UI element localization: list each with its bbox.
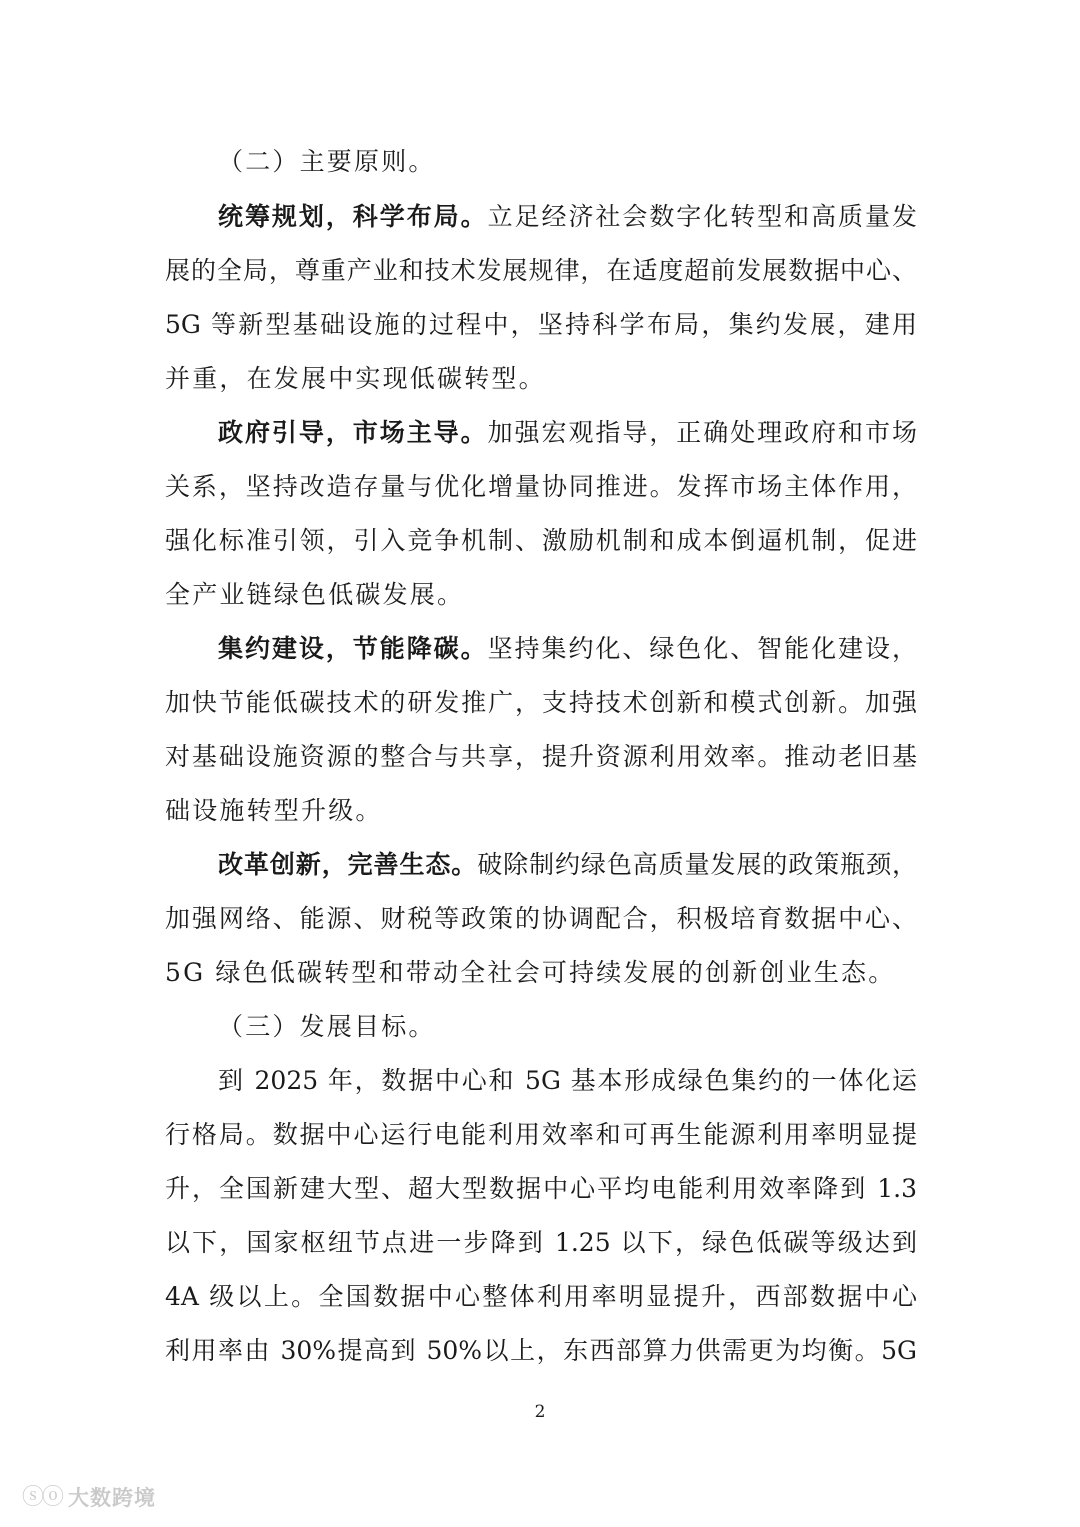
paragraph-line: 关系，坚持改造存量与优化增量协同推进。发挥市场主体作用，	[165, 472, 917, 501]
paragraph-line: 4A 级以上。全国数据中心整体利用率明显提升，西部数据中心	[165, 1282, 917, 1311]
paragraph-line: 行格局。数据中心运行电能利用效率和可再生能源利用率明显提	[165, 1120, 917, 1149]
paragraph-lead: 政府引导，市场主导。	[218, 418, 488, 447]
watermark	[22, 1485, 156, 1511]
paragraph-line: 并重，在发展中实现低碳转型。	[165, 364, 546, 393]
paragraph-line: 5G 等新型基础设施的过程中，坚持科学布局，集约发展，建用	[165, 310, 917, 339]
section-heading-principles: （二）主要原则。	[218, 147, 436, 176]
paragraph-line: 加快节能低碳技术的研发推广，支持技术创新和模式创新。加强	[165, 688, 917, 717]
paragraph-line: 全产业链绿色低碳发展。	[165, 580, 465, 609]
paragraph-line: 改革创新，完善生态。破除制约绿色高质量发展的政策瓶颈，	[218, 850, 917, 879]
paragraph-line: 对基础设施资源的整合与共享，提升资源利用效率。推动老旧基	[165, 742, 917, 771]
paragraph-line: 集约建设，节能降碳。坚持集约化、绿色化、智能化建设，	[218, 634, 917, 663]
section-heading-goals: （三）发展目标。	[218, 1012, 436, 1041]
paragraph-line: 加强网络、能源、财税等政策的协调配合，积极培育数据中心、	[165, 904, 917, 933]
paragraph-line: 展的全局，尊重产业和技术发展规律，在适度超前发展数据中心、	[165, 256, 917, 285]
paragraph-line: 政府引导，市场主导。加强宏观指导，正确处理政府和市场	[218, 418, 917, 447]
paragraph-line: 利用率由 30%提高到 50%以上，东西部算力供需更为均衡。5G	[165, 1336, 917, 1365]
paragraph-line: 统筹规划，科学布局。立足经济社会数字化转型和高质量发	[218, 202, 917, 231]
page-number: 2	[534, 1402, 546, 1422]
paragraph-lead: 统筹规划，科学布局。	[218, 202, 488, 231]
paragraph-line: 础设施转型升级。	[165, 796, 383, 825]
watermark-logo-icon: ⓢⓞ	[22, 1485, 63, 1510]
paragraph-lead: 改革创新，完善生态。	[218, 850, 478, 879]
paragraph-line: 升，全国新建大型、超大型数据中心平均电能利用效率降到 1.3	[165, 1174, 917, 1203]
paragraph-line: 5G 绿色低碳转型和带动全社会可持续发展的创新创业生态。	[165, 958, 896, 987]
paragraph-line: 到 2025 年，数据中心和 5G 基本形成绿色集约的一体化运	[218, 1066, 917, 1095]
paragraph-lead: 集约建设，节能降碳。	[218, 634, 488, 663]
paragraph-line: 以下，国家枢纽节点进一步降到 1.25 以下，绿色低碳等级达到	[165, 1228, 917, 1257]
watermark-brand: 大数跨境	[68, 1486, 157, 1510]
paragraph-line: 强化标准引领，引入竞争机制、激励机制和成本倒逼机制，促进	[165, 526, 917, 555]
